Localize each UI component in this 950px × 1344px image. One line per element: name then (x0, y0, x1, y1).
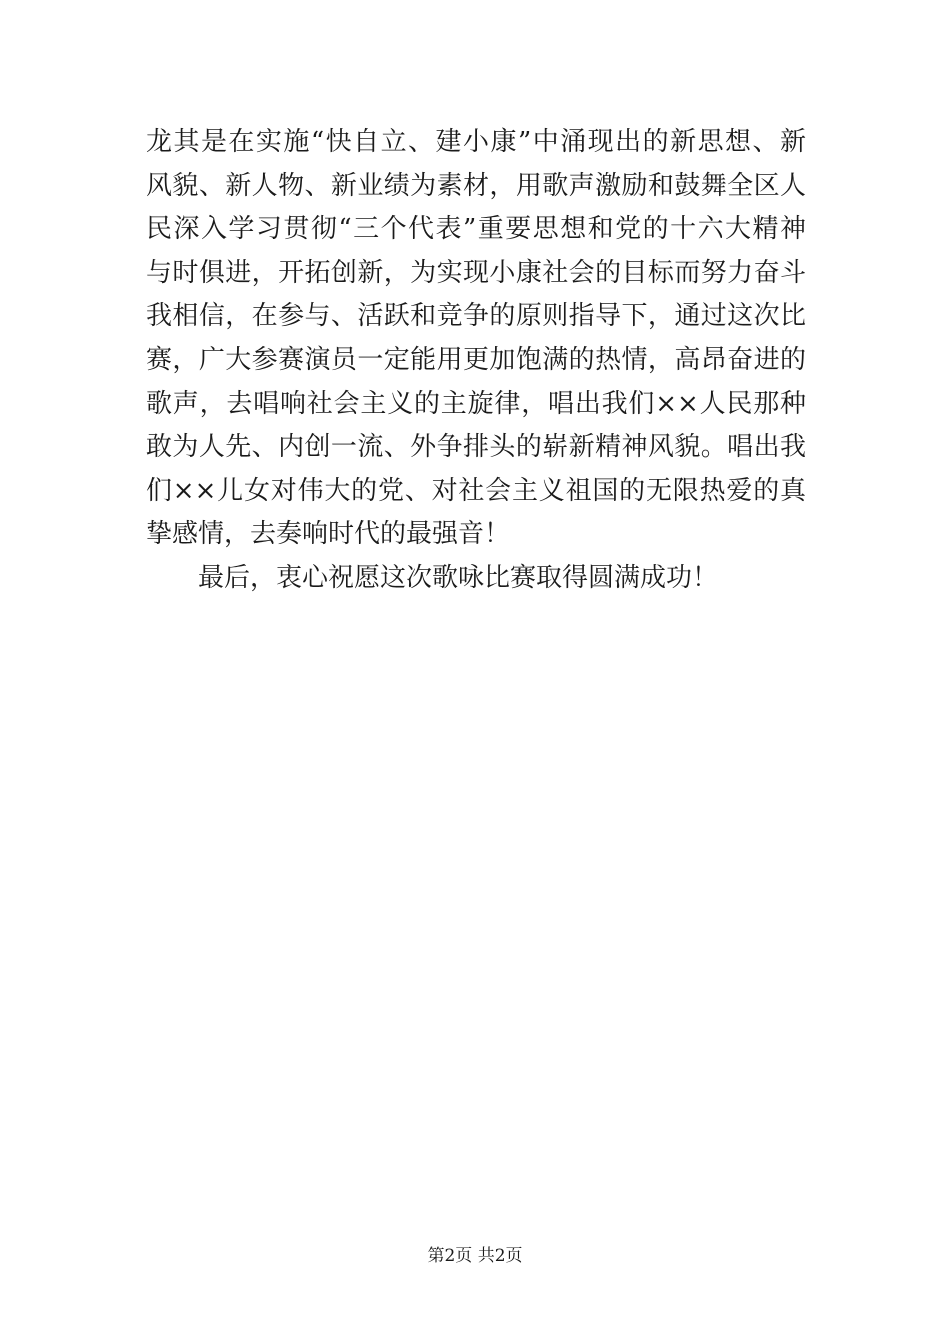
text-line: 民深入学习贯彻“三个代表”重要思想和党的十六大精神 (146, 214, 806, 245)
closing-paragraph: 最后，衷心祝愿这次歌咏比赛取得圆满成功！ (198, 562, 719, 593)
text-line: 我相信，在参与、活跃和竞争的原则指导下，通过这次比 (146, 301, 806, 332)
page-footer: 第2页 共2页 (427, 1246, 523, 1266)
text-line: 歌声，去唱响社会主义的主旋律，唱出我们××人民那种 (146, 388, 806, 419)
text-line: 龙其是在实施“快自立、建小康”中涌现出的新思想、新 (146, 127, 806, 157)
text-line: 挚感情，去奏响时代的最强音！ (146, 519, 511, 550)
text-line: 们××儿女对伟大的党、对社会主义祖国的无限热爱的真 (146, 475, 806, 506)
body-text (146, 121, 806, 601)
text-line: 赛，广大参赛演员一定能用更加饱满的热情，高昂奋进的 (146, 344, 806, 375)
text-line: 敢为人先、内创一流、外争排头的崭新精神风貌。唱出我 (146, 432, 806, 463)
text-line: 风貌、新人物、新业绩为素材，用歌声激励和鼓舞全区人 (146, 170, 806, 201)
text-line: 与时俱进，开拓创新，为实现小康社会的目标而努力奋斗 (146, 257, 806, 288)
